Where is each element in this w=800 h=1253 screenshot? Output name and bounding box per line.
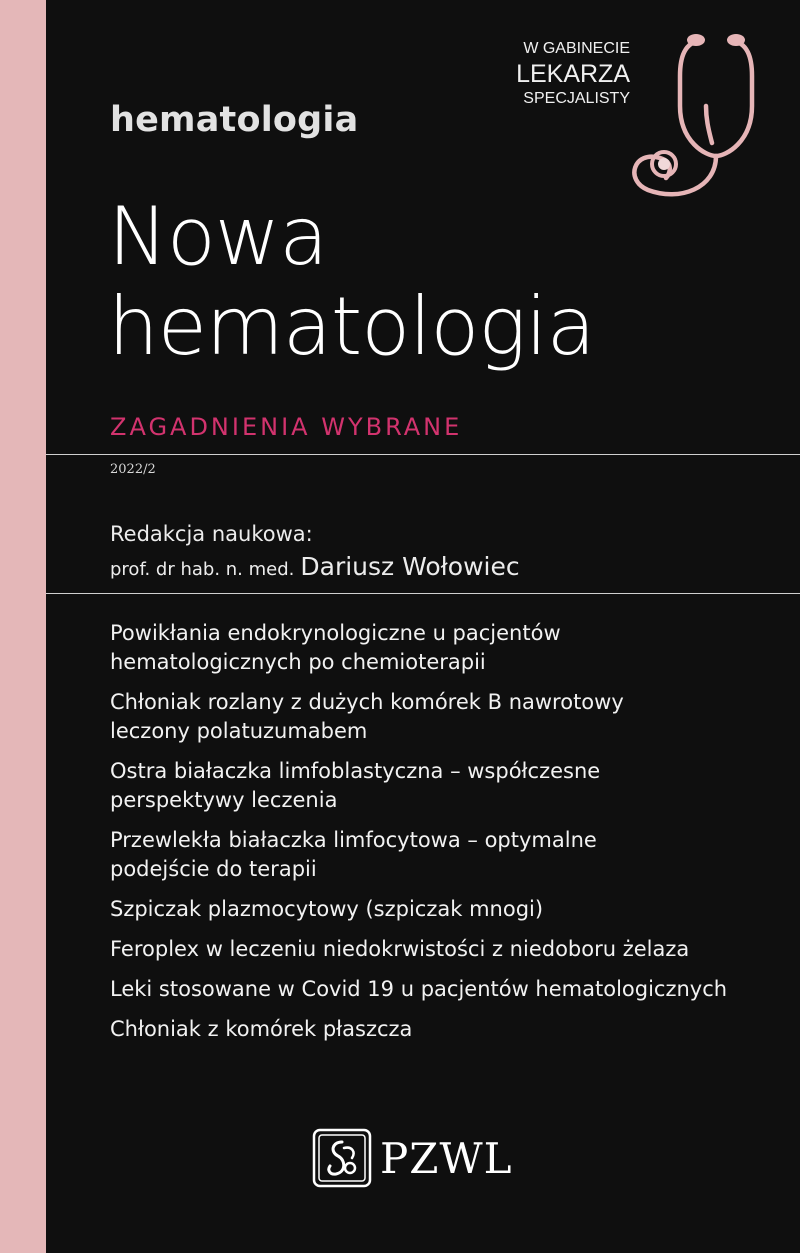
badge-line-1: W GABINECIE [523, 40, 630, 57]
editor-name: Dariusz Wołowiec [300, 552, 520, 581]
topic-line: podejście do terapii [110, 857, 317, 881]
topic-line: hematologicznych po chemioterapii [110, 650, 486, 674]
topic-line: Leki stosowane w Covid 19 u pacjentów hematologicznych [110, 977, 728, 1001]
topic-line: Feroplex w leczeniu niedokrwistości z niedoboru żelaza [110, 937, 690, 961]
book-title [108, 192, 595, 372]
topic-line: Chłoniak rozlany z dużych komórek B nawrotowy [110, 690, 624, 714]
editor-line [110, 552, 520, 581]
topic-item [110, 935, 770, 964]
publisher-name: PZWL [380, 1133, 513, 1183]
badge-line-2: LEKARZA [516, 60, 630, 88]
pzwl-logo-icon [312, 1128, 372, 1188]
title-line-1: Nowa [108, 190, 328, 283]
cover-spine [0, 0, 46, 1253]
divider-top [46, 454, 800, 455]
topic-item [110, 895, 770, 924]
topic-item [110, 757, 770, 815]
editor-label: Redakcja naukowa: [110, 522, 313, 546]
editor-title: prof. dr hab. n. med. [110, 559, 295, 580]
issue-number: 2022/2 [110, 462, 156, 477]
topic-line: Powikłania endokrynologiczne u pacjentów [110, 621, 561, 645]
title-line-2: hematologia [108, 280, 595, 373]
topic-line: Ostra białaczka limfoblastyczna – współczesne [110, 759, 601, 783]
series-label: hematologia [110, 100, 359, 140]
topic-line: Chłoniak z komórek płaszcza [110, 1017, 413, 1041]
topic-item [110, 619, 770, 677]
topic-line: Szpiczak plazmocytowy (szpiczak mnogi) [110, 897, 544, 921]
publisher-block [312, 1128, 513, 1188]
topic-item [110, 975, 770, 1004]
topic-line: Przewlekła białaczka limfocytowa – optymalne [110, 828, 597, 852]
topic-line: leczony polatuzumabem [110, 719, 368, 743]
badge-line-3: SPECJALISTY [523, 90, 630, 107]
divider-middle [46, 593, 800, 594]
topic-item [110, 688, 770, 746]
topic-item [110, 826, 770, 884]
topic-item [110, 1015, 770, 1044]
topics-list [110, 619, 770, 1055]
topic-line: perspektywy leczenia [110, 788, 338, 812]
book-subtitle: ZAGADNIENIA WYBRANE [110, 413, 463, 441]
series-badge [516, 18, 780, 208]
